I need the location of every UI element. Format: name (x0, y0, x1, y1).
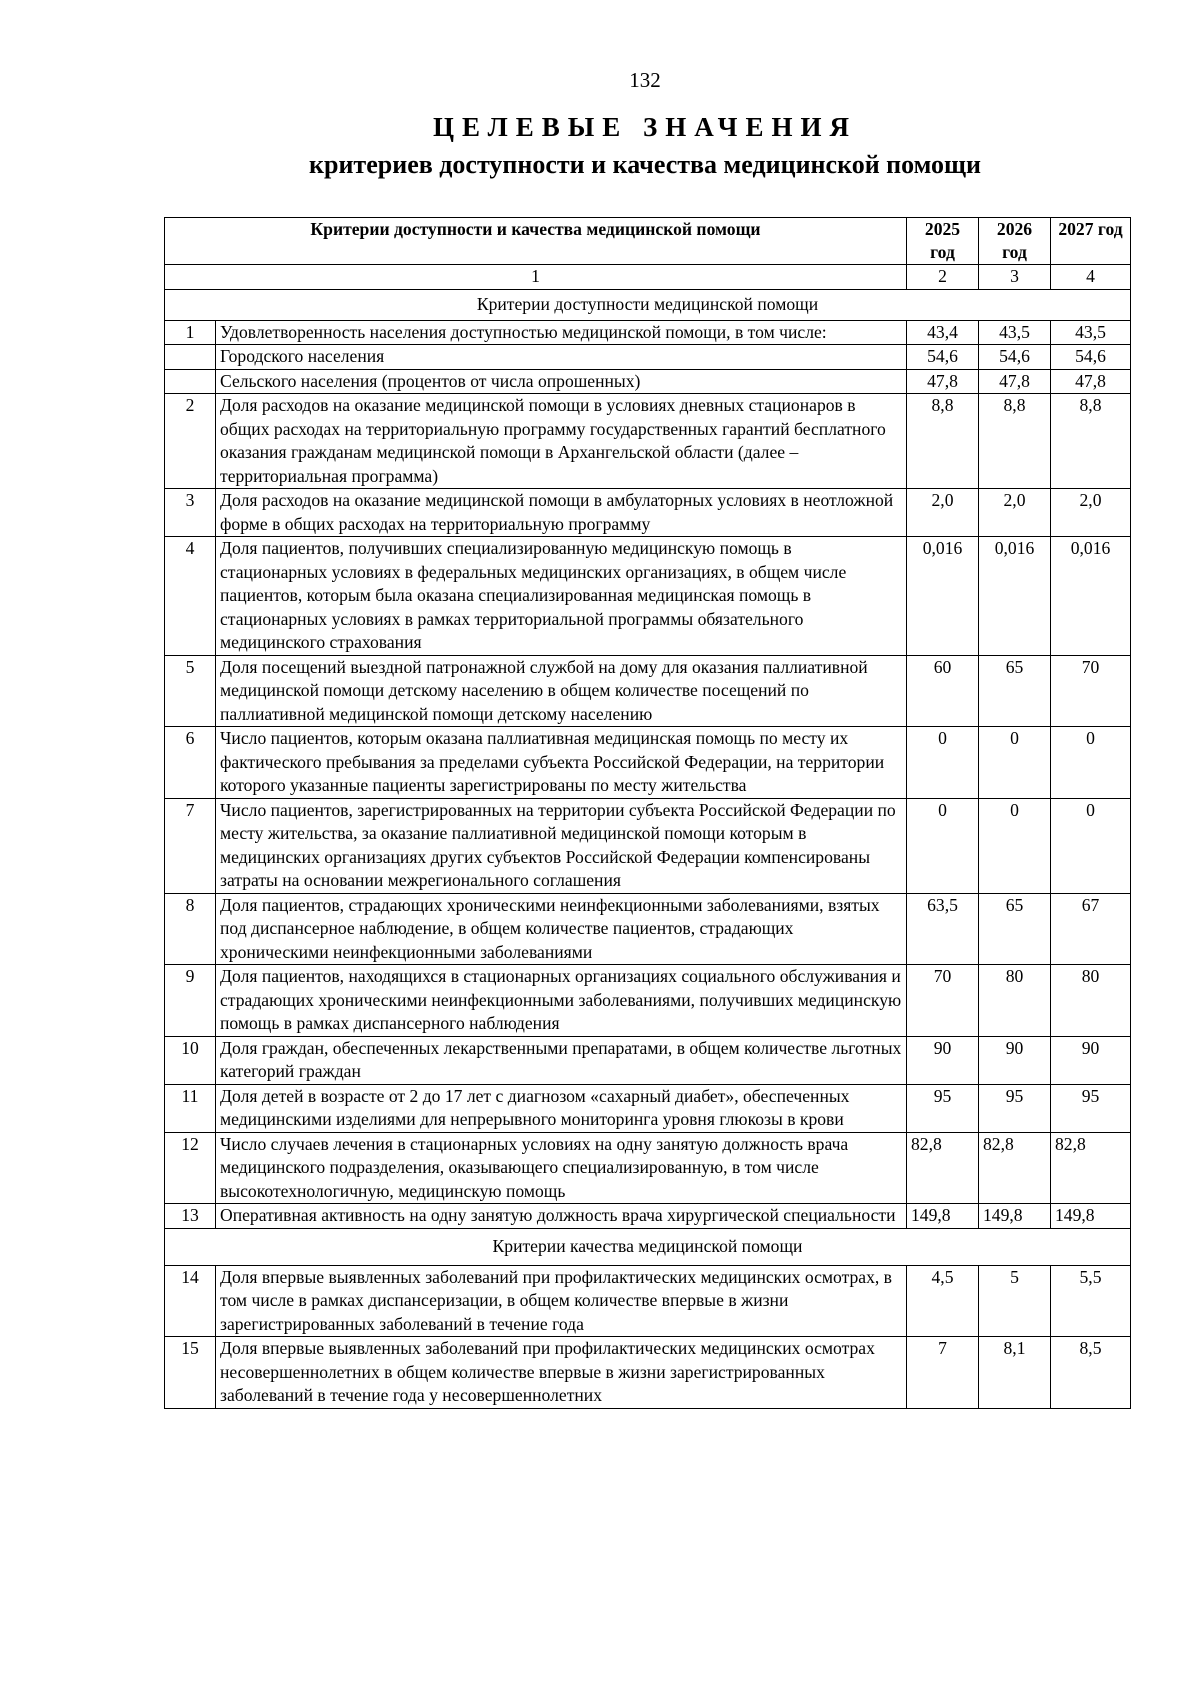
row-number: 9 (165, 965, 216, 1037)
row-value-2026: 43,5 (979, 320, 1051, 345)
row-value-2026: 54,6 (979, 345, 1051, 370)
row-value-2027: 0,016 (1051, 537, 1131, 656)
row-value-2027: 47,8 (1051, 369, 1131, 394)
row-number: 6 (165, 727, 216, 799)
section-heading-quality: Критерии качества медицинской помощи (165, 1228, 1131, 1265)
row-value-2027: 5,5 (1051, 1265, 1131, 1337)
row-value-2026: 2,0 (979, 489, 1051, 537)
table-row (165, 320, 1131, 345)
table-row (165, 1084, 1131, 1132)
row-value-2025: 63,5 (907, 893, 979, 965)
row-number: 8 (165, 893, 216, 965)
row-value-2025: 90 (907, 1036, 979, 1084)
row-value-2025: 70 (907, 965, 979, 1037)
row-number: 11 (165, 1084, 216, 1132)
table-row (165, 1132, 1131, 1204)
row-value-2026: 0 (979, 727, 1051, 799)
table-row (165, 345, 1131, 370)
row-value-2026: 8,8 (979, 394, 1051, 489)
criteria-table (164, 217, 1131, 1409)
row-value-2025: 60 (907, 655, 979, 727)
table-row (165, 537, 1131, 656)
header-year-2025: 2025 год (907, 218, 979, 265)
row-number: 2 (165, 394, 216, 489)
row-value-2025: 82,8 (907, 1132, 979, 1204)
row-description: Доля детей в возрасте от 2 до 17 лет с диагнозом «сахарный диабет», обеспеченных медицинскими изделиями для непрерывного мониторинга уровня глюкозы в крови (216, 1084, 907, 1132)
column-number-3: 3 (979, 265, 1051, 290)
row-number (165, 369, 216, 394)
document-title: ЦЕЛЕВЫЕ ЗНАЧЕНИЯ (432, 112, 858, 142)
row-value-2025: 2,0 (907, 489, 979, 537)
row-description: Доля расходов на оказание медицинской помощи в условиях дневных стационаров в общих расходах на территориальную программу государственных гарантий бесплатного оказания гражданам медицинской помощи в Архангельской области (далее – территориальная программа) (216, 394, 907, 489)
row-value-2025: 8,8 (907, 394, 979, 489)
row-number: 3 (165, 489, 216, 537)
row-value-2026: 90 (979, 1036, 1051, 1084)
row-description: Доля пациентов, получивших специализированную медицинскую помощь в стационарных условиях в федеральных медицинских организациях, в общем числе пациентов, которым была оказана специализированная медицинская помощь в стационарных условиях в рамках территориальной программы обязательного медицинского страхования (216, 537, 907, 656)
row-number: 15 (165, 1337, 216, 1409)
row-description: Доля расходов на оказание медицинской помощи в амбулаторных условиях в неотложной форме в общих расходах на территориальную программу (216, 489, 907, 537)
row-value-2025: 47,8 (907, 369, 979, 394)
table-row (165, 1204, 1131, 1229)
row-value-2026: 5 (979, 1265, 1051, 1337)
row-description: Доля впервые выявленных заболеваний при профилактических медицинских осмотрах, в том числе в рамках диспансеризации, в общем количестве впервые в жизни зарегистрированных заболеваний в течение года (216, 1265, 907, 1337)
row-value-2027: 8,5 (1051, 1337, 1131, 1409)
header-criteria: Критерии доступности и качества медицинской помощи (165, 218, 907, 265)
column-number-4: 4 (1051, 265, 1131, 290)
table-row (165, 394, 1131, 489)
row-number: 10 (165, 1036, 216, 1084)
row-value-2027: 67 (1051, 893, 1131, 965)
row-description: Доля граждан, обеспеченных лекарственными препаратами, в общем количестве льготных категорий граждан (216, 1036, 907, 1084)
row-description: Удовлетворенность населения доступностью медицинской помощи, в том числе: (216, 320, 907, 345)
table-row (165, 1036, 1131, 1084)
table-row (165, 965, 1131, 1037)
row-value-2025: 54,6 (907, 345, 979, 370)
row-description: Доля пациентов, страдающих хроническими неинфекционными заболеваниями, взятых под диспансерное наблюдение, в общем количестве пациентов, страдающих хроническими неинфекционными заболеваниями (216, 893, 907, 965)
row-description: Доля впервые выявленных заболеваний при профилактических медицинских осмотрах несовершеннолетних в общем количестве впервые в жизни зарегистрированных заболеваний в течение года у несовершеннолетних (216, 1337, 907, 1409)
row-value-2027: 0 (1051, 798, 1131, 893)
row-value-2027: 2,0 (1051, 489, 1131, 537)
column-number-1: 1 (165, 265, 907, 290)
table-header-row (165, 218, 1131, 265)
row-description: Оперативная активность на одну занятую должность врача хирургической специальности (216, 1204, 907, 1229)
document-subtitle: критериев доступности и качества медицинской помощи (309, 150, 981, 179)
header-year-2026: 2026 год (979, 218, 1051, 265)
table-row (165, 1337, 1131, 1409)
row-value-2027: 54,6 (1051, 345, 1131, 370)
row-number: 13 (165, 1204, 216, 1229)
row-value-2027: 90 (1051, 1036, 1131, 1084)
row-description: Число пациентов, которым оказана паллиативная медицинская помощь по месту их фактического пребывания за пределами субъекта Российской Федерации, на территории которого указанные пациенты зарегистрированы по месту жительства (216, 727, 907, 799)
row-value-2027: 82,8 (1051, 1132, 1131, 1204)
row-value-2027: 8,8 (1051, 394, 1131, 489)
row-value-2025: 43,4 (907, 320, 979, 345)
row-value-2026: 0,016 (979, 537, 1051, 656)
table-row (165, 727, 1131, 799)
row-description: Доля посещений выездной патронажной службой на дому для оказания паллиативной медицинской помощи детскому населению в общем количестве посещений по паллиативной медицинской помощи детскому населению (216, 655, 907, 727)
row-number: 1 (165, 320, 216, 345)
row-description: Доля пациентов, находящихся в стационарных организациях социального обслуживания и страдающих хроническими неинфекционными заболеваниями, получивших медицинскую помощь в рамках диспансерного наблюдения (216, 965, 907, 1037)
table-row (165, 1265, 1131, 1337)
row-value-2026: 149,8 (979, 1204, 1051, 1229)
section-heading-availability: Критерии доступности медицинской помощи (165, 289, 1131, 320)
row-description: Число пациентов, зарегистрированных на территории субъекта Российской Федерации по месту жительства, за оказание паллиативной медицинской помощи которым в медицинских организациях других субъектов Российской Федерации компенсированы затраты на основании межрегионального соглашения (216, 798, 907, 893)
column-number-2: 2 (907, 265, 979, 290)
row-value-2026: 82,8 (979, 1132, 1051, 1204)
row-value-2026: 47,8 (979, 369, 1051, 394)
row-value-2026: 80 (979, 965, 1051, 1037)
row-value-2025: 4,5 (907, 1265, 979, 1337)
row-number: 14 (165, 1265, 216, 1337)
row-value-2026: 0 (979, 798, 1051, 893)
row-value-2027: 80 (1051, 965, 1131, 1037)
row-value-2025: 0,016 (907, 537, 979, 656)
header-year-2027: 2027 год (1051, 218, 1131, 265)
row-description: Городского населения (216, 345, 907, 370)
row-value-2026: 65 (979, 655, 1051, 727)
row-value-2025: 7 (907, 1337, 979, 1409)
row-value-2026: 65 (979, 893, 1051, 965)
row-value-2026: 95 (979, 1084, 1051, 1132)
row-description: Сельского населения (процентов от числа опрошенных) (216, 369, 907, 394)
table-row (165, 798, 1131, 893)
section-row-availability (165, 289, 1131, 320)
row-number: 5 (165, 655, 216, 727)
row-number: 7 (165, 798, 216, 893)
row-value-2027: 149,8 (1051, 1204, 1131, 1229)
column-number-row (165, 265, 1131, 290)
row-value-2025: 149,8 (907, 1204, 979, 1229)
row-number: 12 (165, 1132, 216, 1204)
section-row-quality (165, 1228, 1131, 1265)
row-description: Число случаев лечения в стационарных условиях на одну занятую должность врача медицинского подразделения, оказывающего специализированную, в том числе высокотехнологичную, медицинскую помощь (216, 1132, 907, 1204)
row-number (165, 345, 216, 370)
row-value-2025: 0 (907, 798, 979, 893)
row-value-2027: 43,5 (1051, 320, 1131, 345)
page-number: 132 (629, 68, 661, 92)
row-value-2027: 70 (1051, 655, 1131, 727)
row-number: 4 (165, 537, 216, 656)
row-value-2026: 8,1 (979, 1337, 1051, 1409)
table-row (165, 893, 1131, 965)
row-value-2025: 0 (907, 727, 979, 799)
row-value-2025: 95 (907, 1084, 979, 1132)
row-value-2027: 0 (1051, 727, 1131, 799)
table-row (165, 655, 1131, 727)
row-value-2027: 95 (1051, 1084, 1131, 1132)
table-row (165, 369, 1131, 394)
table-row (165, 489, 1131, 537)
